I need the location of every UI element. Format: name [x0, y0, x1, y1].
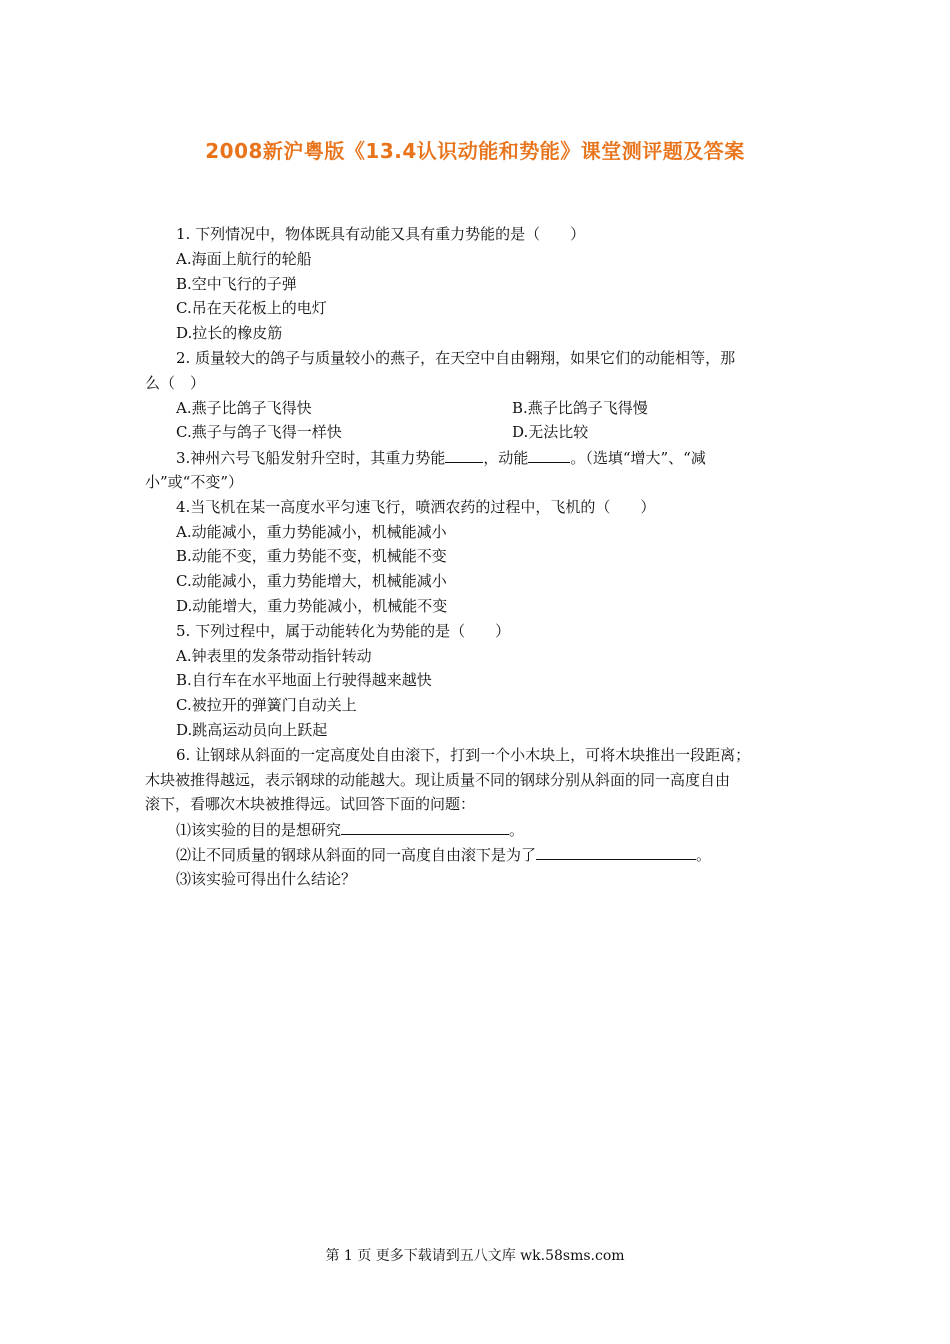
- q3-text-1: 3.神州六号飞船发射升空时，其重力势能: [176, 449, 446, 468]
- q2-options-row2: [145, 420, 810, 445]
- q2-option-c: C.燕子与鸽子飞得一样快: [176, 423, 342, 442]
- q4-option-d: D.动能增大，重力势能减小，机械能不变: [176, 596, 448, 615]
- q4-option-a: A.动能减小，重力势能减小，机械能减小: [176, 522, 447, 541]
- q3-stem: [145, 445, 810, 470]
- q3-blank-2[interactable]: [528, 445, 570, 463]
- q5-option-a: A.钟表里的发条带动指针转动: [176, 646, 372, 665]
- q6-sub-1-end: 。: [509, 821, 525, 840]
- q6-blank-1[interactable]: [341, 817, 509, 835]
- q3-text-2: ，动能: [483, 449, 529, 468]
- q6-stem-cont-2: 滚下，看哪次木块被推得远。试回答下面的问题：: [145, 795, 476, 814]
- q6-sub-1-text: ⑴该实验的目的是想研究: [176, 821, 342, 840]
- q3-blank-1[interactable]: [445, 445, 483, 463]
- q5-option-c: C.被拉开的弹簧门自动关上: [176, 696, 357, 715]
- document-title: 2008新沪粤版《13.4认识动能和势能》课堂测评题及答案: [205, 139, 745, 163]
- q2-stem-cont: 么（ ）: [145, 373, 206, 392]
- question-list: [145, 222, 810, 892]
- q6-sub-1: [145, 817, 810, 842]
- q1-option-d: D.拉长的橡皮筋: [176, 324, 283, 343]
- q4-stem: 4.当飞机在某一高度水平匀速飞行，喷洒农药的过程中，飞机的（ ）: [176, 497, 656, 516]
- q4-option-c: C.动能减小，重力势能增大，机械能减小: [176, 572, 447, 591]
- q6-blank-2[interactable]: [536, 842, 696, 860]
- q1-option-c: C.吊在天花板上的电灯: [176, 299, 327, 318]
- q6-stem-cont-1: 木块被推得越远，表示钢球的动能越大。现让质量不同的钢球分别从斜面的同一高度自由: [145, 770, 731, 789]
- q6-sub-3: ⑶该实验可得出什么结论？: [176, 869, 357, 888]
- q6-sub-2-end: 。: [696, 845, 712, 864]
- q3-stem-cont: 小”或“不变”）: [145, 472, 244, 491]
- q1-option-b: B.空中飞行的子弹: [176, 274, 297, 293]
- q2-option-a: A.燕子比鸽子飞得快: [176, 398, 312, 417]
- q2-stem: 2. 质量较大的鸽子与质量较小的燕子，在天空中自由翱翔，如果它们的动能相等，那: [176, 348, 736, 367]
- q1-option-a: A.海面上航行的轮船: [176, 249, 312, 268]
- q5-stem: 5. 下列过程中，属于动能转化为势能的是（ ）: [176, 621, 511, 640]
- q2-option-b: B.燕子比鸽子飞得慢: [512, 398, 648, 417]
- q3-text-3: 。（选填“增大”、“减: [570, 449, 706, 468]
- page-footer: 第 1 页 更多下载请到五八文库 wk.58sms.com: [325, 1248, 625, 1264]
- q6-sub-2-text: ⑵让不同质量的钢球从斜面的同一高度自由滚下是为了: [176, 845, 537, 864]
- q5-option-b: B.自行车在水平地面上行驶得越来越快: [176, 671, 432, 690]
- q5-option-d: D.跳高运动员向上跃起: [176, 720, 328, 739]
- q2-options-row1: [145, 396, 810, 421]
- q2-option-d: D.无法比较: [512, 423, 589, 442]
- q1-stem: 1. 下列情况中，物体既具有动能又具有重力势能的是（ ）: [176, 225, 586, 243]
- q6-sub-2: [145, 842, 810, 867]
- q6-stem: 6. 让钢球从斜面的一定高度处自由滚下，打到一个小木块上，可将木块推出一段距离；: [176, 745, 751, 764]
- q4-option-b: B.动能不变，重力势能不变，机械能不变: [176, 547, 447, 566]
